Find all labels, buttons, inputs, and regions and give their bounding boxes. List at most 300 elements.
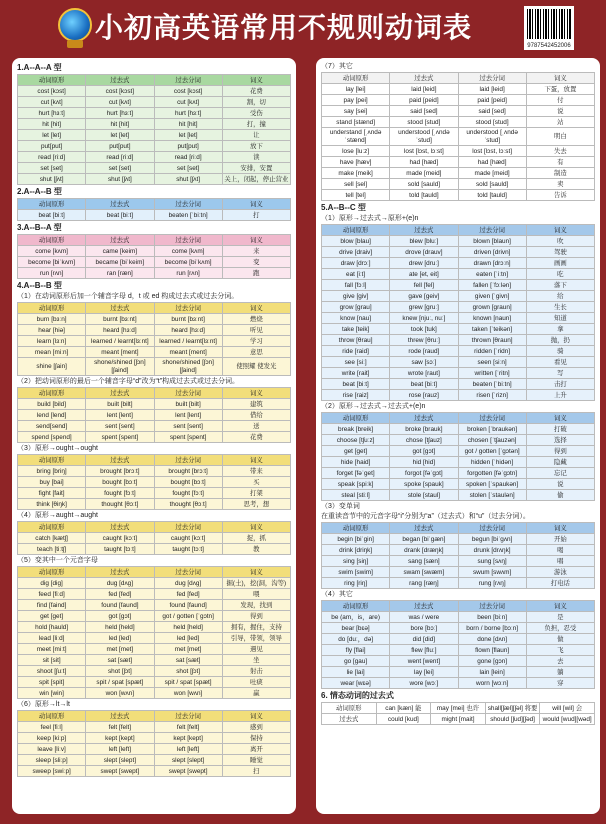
right-panel xyxy=(316,58,600,814)
table-row xyxy=(322,556,595,567)
table-cell: seen [siːn] xyxy=(458,357,526,368)
table-cell: shoot [ʃuːt] xyxy=(18,666,86,677)
verb-table xyxy=(321,224,595,401)
header xyxy=(0,0,606,58)
table-cell: eaten [ˈiːtn] xyxy=(458,269,526,280)
table-cell: brought [brɔːt] xyxy=(154,466,222,477)
verb-table xyxy=(17,302,291,376)
table-cell: sold [sauld] xyxy=(390,179,458,190)
subsection-note: （6）原形→lt→lt xyxy=(17,701,70,708)
table-cell: beat [biːt] xyxy=(390,379,458,390)
table-row xyxy=(322,567,595,578)
table-row xyxy=(322,269,595,280)
table-cell: drove [drauv] xyxy=(390,247,458,258)
table-cell: have [hæv] xyxy=(322,157,390,168)
table-cell: bought [bɔːt] xyxy=(154,477,222,488)
table-cell: said [sed] xyxy=(390,106,458,117)
table-cell: 隐藏 xyxy=(526,457,594,468)
globe-icon xyxy=(58,8,92,42)
table-row xyxy=(322,313,595,324)
table-row xyxy=(18,210,291,221)
table-cell: 说 xyxy=(526,106,594,117)
column-header: 过去式 xyxy=(86,199,154,210)
table-row xyxy=(322,357,595,368)
table-cell: flown [flaun] xyxy=(458,645,526,656)
table-row xyxy=(322,645,595,656)
table-cell: bring [briŋ] xyxy=(18,466,86,477)
table-row xyxy=(322,128,595,146)
table-cell: 飞 xyxy=(526,645,594,656)
column-header: 词义 xyxy=(222,388,290,399)
table-cell: lost [lɔst, lɔːst] xyxy=(458,146,526,157)
table-cell: set [set] xyxy=(154,163,222,174)
table-cell: chose [tʃauz] xyxy=(390,435,458,446)
table-cell: 引导，带领，领导 xyxy=(222,633,290,644)
table-row xyxy=(18,358,291,376)
table-cell: 得到 xyxy=(222,611,290,622)
table-cell: held [held] xyxy=(86,622,154,633)
table-cell: had [hæd] xyxy=(390,157,458,168)
table-cell: ate [et, eit] xyxy=(390,269,458,280)
table-row xyxy=(322,634,595,645)
table-cell: 击打 xyxy=(526,379,594,390)
table-cell: spend [spend] xyxy=(18,432,86,443)
table-cell: swim [swim] xyxy=(322,567,390,578)
subsection-note: （1）在动词原形后加一个辅音字母 d，t 或 ed 构成过去式或过去分词。 xyxy=(17,293,239,300)
table-row xyxy=(18,152,291,163)
table-cell: rang [ræŋ] xyxy=(390,578,458,589)
table-cell: 穿 xyxy=(526,678,594,689)
table-cell: bear [bɛə] xyxy=(322,623,390,634)
table-row xyxy=(18,666,291,677)
column-header: 过去式 xyxy=(86,303,154,314)
table-row xyxy=(322,368,595,379)
table-cell: left [left] xyxy=(86,744,154,755)
column-header: 动词原形 xyxy=(18,388,86,399)
table-cell: 送 xyxy=(222,421,290,432)
table-header-row xyxy=(18,199,291,210)
table-cell: lost [lɔst, lɔːst] xyxy=(390,146,458,157)
table-cell: spent [spent] xyxy=(154,432,222,443)
table-cell: sang [sæn] xyxy=(390,556,458,567)
table-cell: understood [ˌʌndəˈstud] xyxy=(390,128,458,146)
table-cell: 写 xyxy=(526,368,594,379)
table-row xyxy=(322,146,595,157)
table-cell: beat [biːt] xyxy=(18,210,86,221)
table-cell: read [riːd] xyxy=(18,152,86,163)
table-cell: sing [siŋ] xyxy=(322,556,390,567)
table-cell: 发现，找到 xyxy=(222,600,290,611)
table-cell: stood [stud] xyxy=(458,117,526,128)
table-cell: thought [θɔːt] xyxy=(154,499,222,510)
table-cell: become [biˈkʌm] xyxy=(154,257,222,268)
verb-table xyxy=(321,72,595,201)
table-cell: paid [peid] xyxy=(390,95,458,106)
table-cell: led [led] xyxy=(154,633,222,644)
table-cell: let [let] xyxy=(18,130,86,141)
table-cell: fed [fed] xyxy=(86,589,154,600)
table-cell: chosen [ˈtʃauzən] xyxy=(458,435,526,446)
table-row xyxy=(322,703,595,714)
table-row xyxy=(322,247,595,258)
table-cell: forgotten [fəˈgɔtn] xyxy=(458,468,526,479)
table-cell: hit [hit] xyxy=(154,119,222,130)
table-cell: found [faund] xyxy=(86,600,154,611)
table-cell: gave [geiv] xyxy=(390,291,458,302)
table-cell: drawn [drɔːn] xyxy=(458,258,526,269)
table-cell: 骑 xyxy=(526,346,594,357)
table-cell: understand [ˌʌndəˈstænd] xyxy=(322,128,390,146)
table-row xyxy=(18,108,291,119)
globe-stand-icon xyxy=(67,40,83,48)
table-cell: 上升 xyxy=(526,390,594,401)
table-cell: spit [spit] xyxy=(18,677,86,688)
table-cell: 躺 xyxy=(526,667,594,678)
barcode-bars-icon xyxy=(527,9,571,39)
table-cell: kept [kept] xyxy=(86,733,154,744)
table-cell: blown [blaun] xyxy=(458,236,526,247)
table-row xyxy=(322,468,595,479)
table-cell: 去 xyxy=(526,656,594,667)
verb-table xyxy=(17,234,291,279)
table-cell: threw [θruː] xyxy=(390,335,458,346)
table-cell: spit / spat [spæt] xyxy=(154,677,222,688)
table-row xyxy=(18,533,291,544)
table-cell: broke [brauk] xyxy=(390,424,458,435)
table-cell: hurt [hɜːt] xyxy=(86,108,154,119)
table-cell: cut [kʌt] xyxy=(154,97,222,108)
table-cell: 打破 xyxy=(526,424,594,435)
table-cell: burnt [bɜːnt] xyxy=(86,314,154,325)
table-cell: won [wʌn] xyxy=(154,688,222,699)
table-cell: kept [kept] xyxy=(154,733,222,744)
table-row xyxy=(18,722,291,733)
table-cell: became [biˈkeim] xyxy=(86,257,154,268)
table-cell: took [tuk] xyxy=(390,324,458,335)
table-cell: 打电话 xyxy=(526,578,594,589)
table-cell: build [bild] xyxy=(18,399,86,410)
table-cell: 制造 xyxy=(526,168,594,179)
table-cell: will [wil] 会 xyxy=(540,703,595,714)
verb-table xyxy=(17,710,291,777)
table-cell: saw [sɔː] xyxy=(390,357,458,368)
table-row xyxy=(18,314,291,325)
table-cell: beaten [ˈbiːtn] xyxy=(458,379,526,390)
table-cell: met [met] xyxy=(154,644,222,655)
table-cell: wear [wɛə] xyxy=(322,678,390,689)
table-row xyxy=(18,86,291,97)
table-cell: 忘记 xyxy=(526,468,594,479)
table-cell: bought [bɔːt] xyxy=(86,477,154,488)
table-cell: spoken [ˈspaukən] xyxy=(458,479,526,490)
table-header-row xyxy=(18,303,291,314)
column-header: 动词原形 xyxy=(18,303,86,314)
table-cell: get [get] xyxy=(322,446,390,457)
table-cell: feel [fiːl] xyxy=(18,722,86,733)
column-header: 过去分词 xyxy=(154,455,222,466)
table-cell: 驾驶 xyxy=(526,247,594,258)
table-cell: hidden [ˈhidən] xyxy=(458,457,526,468)
table-row xyxy=(18,347,291,358)
column-header: 动词原形 xyxy=(18,199,86,210)
table-cell: hid [hid] xyxy=(390,457,458,468)
table-cell: teach [tiːtʃ] xyxy=(18,544,86,555)
table-cell: 说 xyxy=(526,479,594,490)
table-header-row xyxy=(322,225,595,236)
table-row xyxy=(18,733,291,744)
column-header: 词义 xyxy=(222,455,290,466)
table-cell: steal [stiːl] xyxy=(322,490,390,501)
table-row xyxy=(322,291,595,302)
table-cell: 睡觉 xyxy=(222,755,290,766)
table-cell: shot [ʃɔt] xyxy=(154,666,222,677)
table-cell: bore [bɔː] xyxy=(390,623,458,634)
table-cell: flew [fluː] xyxy=(390,645,458,656)
section-title: 2.A--A--B 型 xyxy=(17,187,62,196)
table-cell: put[put] xyxy=(86,141,154,152)
table-cell: shot [ʃɔt] xyxy=(86,666,154,677)
table-cell: 喂 xyxy=(222,589,290,600)
table-cell: read [riːd] xyxy=(86,152,154,163)
table-cell: ridden [ˈridn] xyxy=(458,346,526,357)
table-row xyxy=(18,141,291,152)
table-row xyxy=(322,490,595,501)
table-cell: 有 xyxy=(526,157,594,168)
table-cell: feed [fiːd] xyxy=(18,589,86,600)
table-cell: pay [pei] xyxy=(322,95,390,106)
column-header: 过去式 xyxy=(390,413,458,424)
table-cell: 思考，想 xyxy=(222,499,290,510)
table-cell: 唱 xyxy=(526,556,594,567)
table-cell: began [biˈgæn] xyxy=(390,534,458,545)
table-row xyxy=(18,477,291,488)
table-cell: 看见 xyxy=(526,357,594,368)
table-cell: sold [sauld] xyxy=(458,179,526,190)
table-header-row xyxy=(18,567,291,578)
table-cell: 使照耀 使发光 xyxy=(222,358,290,376)
table-cell: ring [riŋ] xyxy=(322,578,390,589)
table-cell: held [held] xyxy=(154,622,222,633)
table-cell: 意思 xyxy=(222,347,290,358)
table-cell: 选择 xyxy=(526,435,594,446)
table-cell: think [θiŋk] xyxy=(18,499,86,510)
column-header: 过去式 xyxy=(390,601,458,612)
table-cell: beat [biːt] xyxy=(86,210,154,221)
table-cell: sweep [swiːp] xyxy=(18,766,86,777)
table-cell: met [met] xyxy=(86,644,154,655)
column-header: 词义 xyxy=(222,235,290,246)
table-row xyxy=(322,258,595,269)
table-cell: lie [lai] xyxy=(322,667,390,678)
table-cell: put[put] xyxy=(154,141,222,152)
table-row xyxy=(322,179,595,190)
table-row xyxy=(18,499,291,510)
table-cell: be (am，is，are) xyxy=(322,612,390,623)
table-cell: lent [lent] xyxy=(86,410,154,421)
table-cell: 喝 xyxy=(526,545,594,556)
table-cell: stand [stænd] xyxy=(322,117,390,128)
table-cell: 感到 xyxy=(222,722,290,733)
table-row xyxy=(18,257,291,268)
table-cell: heard [hɜːd] xyxy=(154,325,222,336)
column-header: 动词原形 xyxy=(18,522,86,533)
subsection-note: （1）原形→过去式→原形+(e)n xyxy=(321,215,419,222)
table-row xyxy=(18,600,291,611)
table-cell: win [win] xyxy=(18,688,86,699)
table-cell: may [mei] 也许 xyxy=(431,703,486,714)
column-header: 动词原形 xyxy=(322,73,390,84)
table-cell: shall[ʃæl][ʃəl] 将要 xyxy=(485,703,540,714)
column-header: 过去分词 xyxy=(458,601,526,612)
table-cell: 学习 xyxy=(222,336,290,347)
table-row xyxy=(18,622,291,633)
table-row xyxy=(18,336,291,347)
table-row xyxy=(322,656,595,667)
table-cell: beat [biːt] xyxy=(322,379,390,390)
table-row xyxy=(322,457,595,468)
table-cell: lend [lend] xyxy=(18,410,86,421)
table-cell: made [meid] xyxy=(458,168,526,179)
table-cell: break [breik] xyxy=(322,424,390,435)
table-row xyxy=(322,479,595,490)
table-cell: meet [miːt] xyxy=(18,644,86,655)
column-header: 动词原形 xyxy=(18,455,86,466)
table-cell: swept [swept] xyxy=(86,766,154,777)
column-header: 动词原形 xyxy=(322,413,390,424)
table-header-row xyxy=(18,455,291,466)
table-cell: caught [kɔːt] xyxy=(154,533,222,544)
table-cell: do [duː，də] xyxy=(322,634,390,645)
table-cell: put[put] xyxy=(18,141,86,152)
barcode xyxy=(524,6,574,50)
table-cell: sell [sel] xyxy=(322,179,390,190)
column-header: 过去式 xyxy=(390,73,458,84)
table-row xyxy=(18,766,291,777)
table-cell: led [led] xyxy=(86,633,154,644)
table-cell: 负担，忍受 xyxy=(526,623,594,634)
column-header: 过去分词 xyxy=(458,413,526,424)
table-cell: 知道 xyxy=(526,313,594,324)
table-cell: dig [dig] xyxy=(18,578,86,589)
column-header: 过去式 xyxy=(86,567,154,578)
table-cell: 是 xyxy=(526,612,594,623)
column-header: 词义 xyxy=(526,601,594,612)
table-row xyxy=(18,589,291,600)
table-cell: ran [ræn] xyxy=(86,268,154,279)
table-row xyxy=(322,678,595,689)
table-cell: find [faind] xyxy=(18,600,86,611)
column-header: 过去式 xyxy=(390,225,458,236)
table-cell: blow [blau] xyxy=(322,236,390,247)
column-header: 过去分词 xyxy=(154,199,222,210)
table-cell: got / gotten [ˈgɔtən] xyxy=(458,446,526,457)
table-cell: shut [ʃʌt] xyxy=(154,174,222,185)
table-cell: fight [fait] xyxy=(18,488,86,499)
table-cell: 开始 xyxy=(526,534,594,545)
table-cell: eat [iːt] xyxy=(322,269,390,280)
table-cell: paid [peid] xyxy=(458,95,526,106)
table-cell: 偷 xyxy=(526,490,594,501)
table-row xyxy=(322,324,595,335)
table-cell: 读 xyxy=(222,152,290,163)
table-cell: had [hæd] xyxy=(458,157,526,168)
table-cell: know [nau] xyxy=(322,313,390,324)
table-cell: told [tauld] xyxy=(458,190,526,201)
table-cell: hurt [hɜːt] xyxy=(18,108,86,119)
table-cell: grown [graun] xyxy=(458,302,526,313)
table-cell: give [giv] xyxy=(322,291,390,302)
table-cell: 吃 xyxy=(526,269,594,280)
column-header: 过去式 xyxy=(86,455,154,466)
table-cell: mean [miːn] xyxy=(18,347,86,358)
table-row xyxy=(18,677,291,688)
table-row xyxy=(322,534,595,545)
table-cell: run [rʌn] xyxy=(18,268,86,279)
table-cell: taught [tɔːt] xyxy=(86,544,154,555)
table-cell: hurt [hɜːt] xyxy=(154,108,222,119)
table-cell: keep [kiːp] xyxy=(18,733,86,744)
table-cell: set [set] xyxy=(18,163,86,174)
table-cell: sat [sæt] xyxy=(154,655,222,666)
table-cell: buy [bai] xyxy=(18,477,86,488)
table-row xyxy=(18,432,291,443)
table-cell: begun [biˈgʌn] xyxy=(458,534,526,545)
table-header-row xyxy=(322,523,595,534)
table-cell: given [ˈgivn] xyxy=(458,291,526,302)
table-cell: 借给 xyxy=(222,410,290,421)
column-header: 过去分词 xyxy=(458,523,526,534)
table-row xyxy=(322,335,595,346)
table-row xyxy=(18,163,291,174)
table-cell: rode [raud] xyxy=(390,346,458,357)
table-cell: sung [sʌŋ] xyxy=(458,556,526,567)
table-cell: leave [liːv] xyxy=(18,744,86,755)
table-cell: 来 xyxy=(222,246,290,257)
table-cell: broken [ˈbraukən] xyxy=(458,424,526,435)
table-cell: fought [fɔːt] xyxy=(86,488,154,499)
table-cell: taught [tɔːt] xyxy=(154,544,222,555)
modal-verb-table xyxy=(321,702,595,725)
table-row xyxy=(322,623,595,634)
table-cell: burn [bɜːn] xyxy=(18,314,86,325)
table-cell: 燃烧 xyxy=(222,314,290,325)
table-cell: 过去式 xyxy=(322,714,377,725)
table-cell: drunk [drʌŋk] xyxy=(458,545,526,556)
page-title: 小初高英语常用不规则动词表 xyxy=(95,11,473,44)
table-cell: 教 xyxy=(222,544,290,555)
table-cell: felt [felt] xyxy=(154,722,222,733)
table-cell: hold [hauld] xyxy=(18,622,86,633)
table-cell: grow [grau] xyxy=(322,302,390,313)
table-cell: driven [drivn] xyxy=(458,247,526,258)
verb-table xyxy=(17,74,291,185)
table-cell: 打架 xyxy=(222,488,290,499)
column-header: 动词原形 xyxy=(18,711,86,722)
table-cell: speak [spiːk] xyxy=(322,479,390,490)
table-cell: 站 xyxy=(526,117,594,128)
table-row xyxy=(322,117,595,128)
table-cell: drank [dræŋk] xyxy=(390,545,458,556)
table-cell: understood [ˌʌndəˈstud] xyxy=(458,128,526,146)
table-cell: swept [swept] xyxy=(154,766,222,777)
table-cell: dug [dʌg] xyxy=(154,578,222,589)
table-cell: spent [spent] xyxy=(86,432,154,443)
table-row xyxy=(322,390,595,401)
subsection-note: （3）变单词 xyxy=(321,503,360,510)
table-header-row xyxy=(322,73,595,84)
column-header: 词义 xyxy=(526,225,594,236)
verb-table xyxy=(321,600,595,689)
